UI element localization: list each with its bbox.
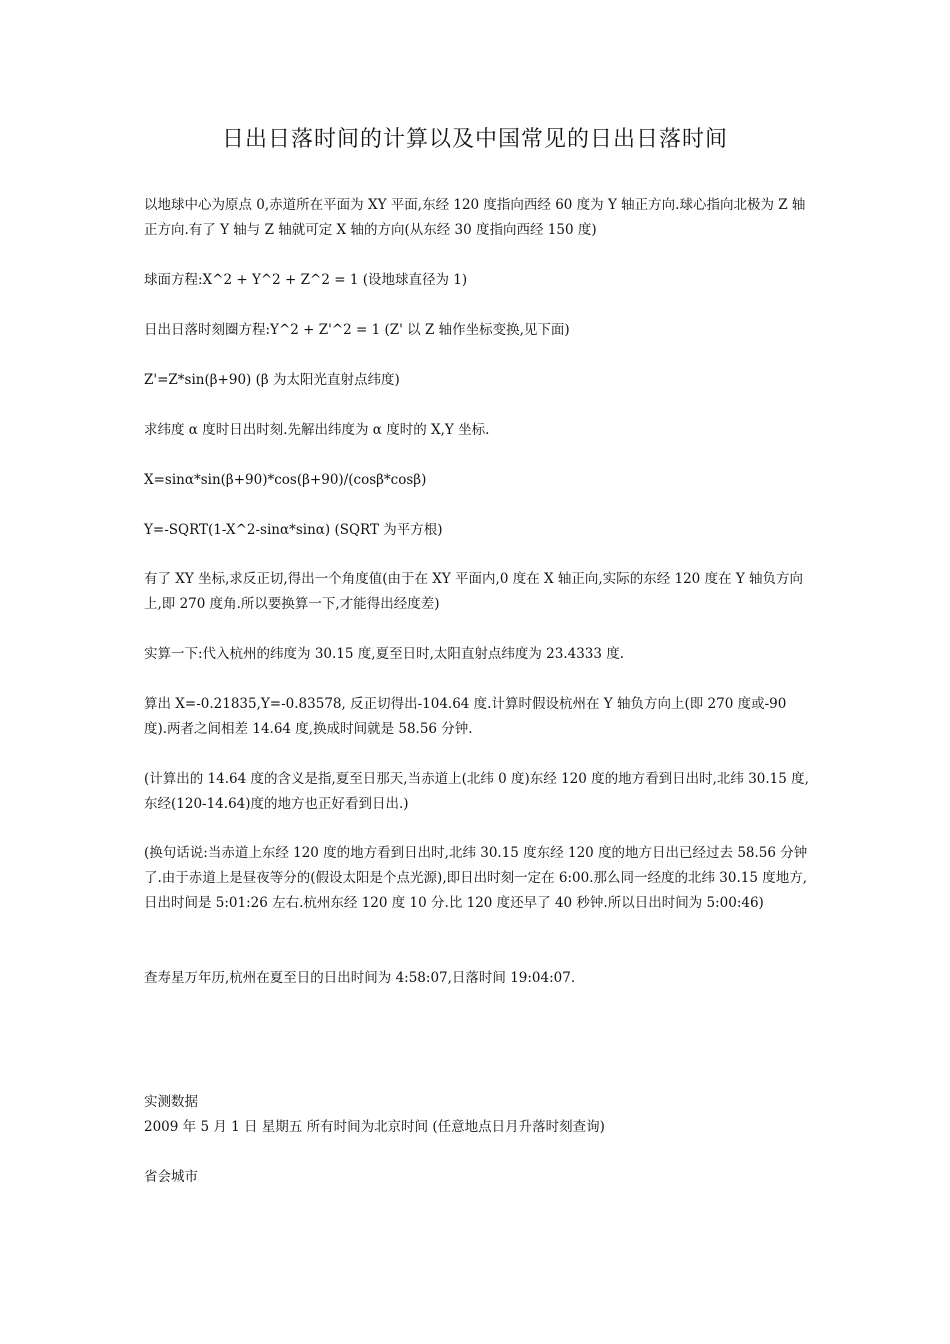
paragraph-coordinate-system: 以地球中心为原点 0,赤道所在平面为 XY 平面,东经 120 度指向西经 60 度为 Y 轴正方向.球心指向北极为 Z 轴正方向.有了 Y 轴与 Z 轴就可定 X 轴的方向(从东经 30 度指向西经 150 度) (144, 197, 806, 238)
paragraph-in-other-words: (换句话说:当赤道上东经 120 度的地方看到日出时,北纬 30.15 度东经 120 度的地方日出已经过去 58.56 分钟了.由于赤道上是昼夜等分的(假设太阳是个点光源),即日出时刻一定在 6:00.那么同一经度的北纬 30.15 度地方,日出时间是 5:01:26 左右.杭州东经 120 度 10 分.比 120 度还早了 40 秒钟.所以日出时间为 5:00:46) (144, 845, 808, 911)
measured-data-date: 2009 年 5 月 1 日 星期五 所有时间为北京时间 (任意地点日月升落时刻查询) (144, 1119, 605, 1135)
paragraph-circle-equation: 日出日落时刻圈方程:Y^2 + Z'^2 = 1 (Z' 以 Z 轴作坐标变换,见下面) (144, 322, 570, 338)
paragraph-meaning: (计算出的 14.64 度的含义是指,夏至日那天,当赤道上(北纬 0 度)东经 120 度的地方看到日出时,北纬 30.15 度,东经(120-14.64)度的地方也正好看到日出.) (144, 771, 809, 812)
capitals-heading: 省会城市 (144, 1169, 198, 1185)
paragraph-sphere-equation: 球面方程:X^2 + Y^2 + Z^2 = 1 (设地球直径为 1) (144, 272, 468, 288)
paragraph-x-formula: X=sinα*sin(β+90)*cos(β+90)/(cosβ*cosβ) (144, 472, 427, 488)
paragraph-computed-values: 算出 X=-0.21835,Y=-0.83578, 反正切得出-104.64 度.计算时假设杭州在 Y 轴负方向上(即 270 度或-90 度).两者之间相差 14.64 度,换成时间就是 58.56 分钟. (144, 696, 787, 737)
paragraph-latitude-intro: 求纬度 α 度时日出时刻.先解出纬度为 α 度时的 X,Y 坐标. (144, 422, 490, 438)
paragraph-z-transform: Z'=Z*sin(β+90) (β 为太阳光直射点纬度) (144, 372, 400, 388)
paragraph-almanac: 查寿星万年历,杭州在夏至日的日出时间为 4:58:07,日落时间 19:04:07. (144, 970, 576, 986)
paragraph-hangzhou-example: 实算一下:代入杭州的纬度为 30.15 度,夏至日时,太阳直射点纬度为 23.4333 度. (144, 646, 625, 662)
paragraph-y-formula: Y=-SQRT(1-X^2-sinα*sinα) (SQRT 为平方根) (144, 522, 443, 538)
page-title: 日出日落时间的计算以及中国常见的日出日落时间 (221, 127, 728, 152)
measured-data-heading: 实测数据 (144, 1094, 198, 1110)
paragraph-arctan: 有了 XY 坐标,求反正切,得出一个角度值(由于在 XY 平面内,0 度在 X 轴正向,实际的东经 120 度在 Y 轴负方向上,即 270 度角.所以要换算一下,才能得出经度差) (144, 571, 804, 612)
